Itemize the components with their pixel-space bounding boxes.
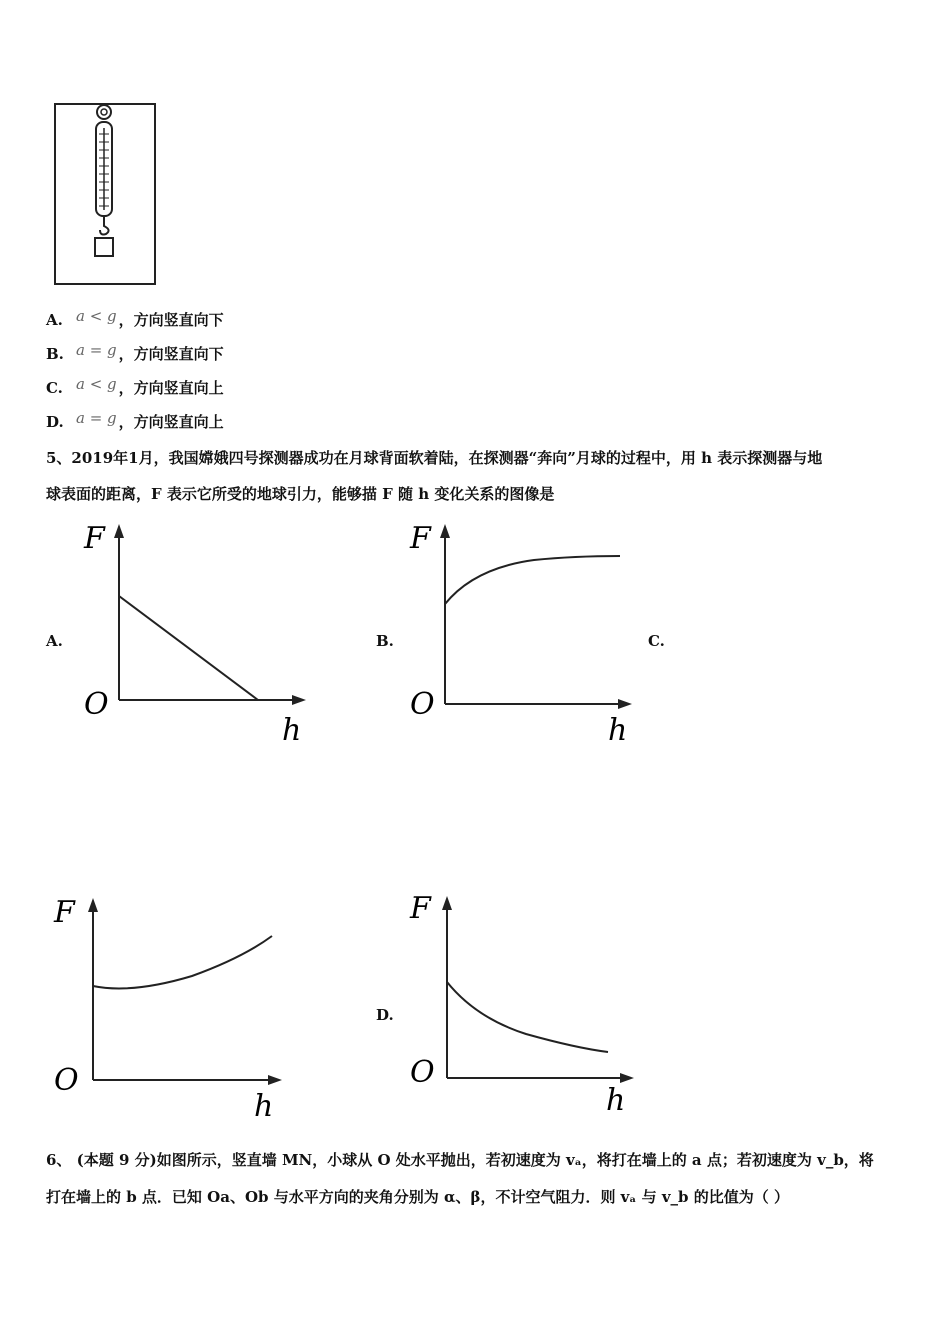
graph-b [404,518,644,748]
graph-d-origin: O [410,1055,435,1090]
graph-d-x-label: h [606,1083,626,1118]
option-c[interactable]: C. a < g ，方向竖直向上 [46,375,224,397]
question-6-line-1: 6、 (本题 9 分)如图所示，竖直墙 MN，小球从 O 处水平抛出，若初速度为 vₐ，将打在墙上的 a 点；若初速度为 v_b，将 [46,1151,874,1169]
graph-b-x-label: h [608,713,628,748]
graph-d-label[interactable]: D. [376,1006,394,1024]
graph-a [78,518,318,748]
option-a[interactable]: A. a < g ，方向竖直向下 [46,307,224,329]
question-6-line-2: 打在墙上的 b 点．已知 Oa、Ob 与水平方向的夹角分别为 α、β，不计空气阻力．则 vₐ 与 v_b 的比值为（ ） [46,1188,789,1206]
graph-c-x-label: h [254,1089,274,1122]
graph-a-label[interactable]: A. [46,632,63,650]
graph-c-origin: O [54,1063,79,1098]
question-5-line-1: 5、2019年1月，我国嫦娥四号探测器成功在月球背面软着陆，在探测器“奔向”月球的过程中，用 h 表示探测器与地 [46,449,823,467]
spring-scale-figure [54,102,158,286]
option-b[interactable]: B. a = g ，方向竖直向下 [46,341,224,363]
graph-b-y-label: F [410,521,431,556]
graph-a-origin: O [84,687,109,722]
graph-b-label[interactable]: B. [376,632,394,650]
option-d[interactable]: D. a = g ，方向竖直向上 [46,409,224,431]
graph-c-label[interactable]: C. [648,632,665,650]
graph-a-x-label: h [282,713,302,748]
graph-a-y-label: F [84,521,105,556]
question-5-line-2: 球表面的距离，F 表示它所受的地球引力，能够描 F 随 h 变化关系的图像是 [46,485,555,503]
graph-c [52,892,292,1122]
graph-d-y-label: F [410,891,431,926]
graph-d [406,888,646,1118]
graph-b-origin: O [410,687,435,722]
graph-c-y-label: F [54,895,75,930]
